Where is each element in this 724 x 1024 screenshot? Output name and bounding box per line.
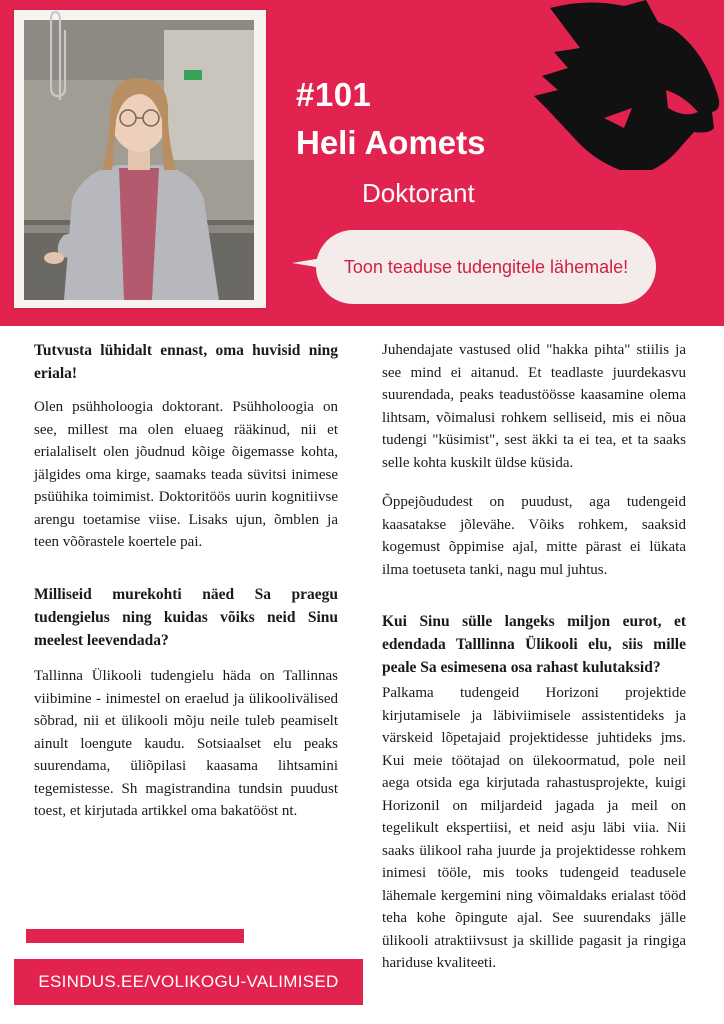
question-1	[34, 339, 338, 385]
answer-2-text: Tallinna Ülikooli tudengielu häda on Tallinnas viibimine - inimestel on eraelud ja ülikoolivälised sõbrad, nii et ülikooli mõju neile tuleb peamiselt ainult loengute kaudu. Sotsiaalset elu peaks suurendama, üliõpilasi kaasama lihtsamini tegemistesse. Sh magistrandina tundsin puudust toest, et kirjutada artikkel oma bakatööst nt.	[34, 668, 338, 819]
answer-2-continued-2-text: Õppejõududest on puudust, aga tudengeid kaasatakse jõlevähe. Võiks rohkem, saaksid kogemust õppimise ajal, mitte pärast ei lükata ilma toetuseta tanki, nagu mul juhtus.	[382, 494, 686, 578]
answer-2	[34, 665, 338, 823]
candidate-name: Heli Aomets	[296, 124, 486, 161]
slogan-text: Toon teaduse tudengitele lähemale!	[343, 256, 629, 277]
question-1-heading: Tutvusta lühidalt ennast, oma huvisid ning eriala!	[34, 342, 338, 382]
photo-frame	[14, 10, 266, 308]
website-link-button[interactable]: ESINDUS.EE/VOLIKOGU-VALIMISED	[14, 959, 363, 1005]
header-banner	[0, 0, 724, 326]
candidate-number: #101	[296, 76, 372, 113]
question-3-heading: Kui Sinu sülle langeks miljon eurot, et edendada Talllinna Ülikooli elu, siis mille peale Sa esimesena osa rahast kulutaksid?	[382, 613, 686, 676]
question-2-heading: Milliseid murekohti näed Sa praegu tudengielus ning kuidas võiks neid Sinu meelest leevendada?	[34, 586, 338, 649]
answer-2-continued	[382, 339, 686, 474]
fox-logo-icon	[528, 0, 724, 200]
candidate-role: Doktorant	[362, 178, 475, 208]
answer-1	[34, 396, 338, 554]
answer-1-text: Olen psühholoogia doktorant. Psühholoogia on see, millest ma olen eluaeg rääkinud, nii et erialaliselt olen jõudnud kõige õigemasse kohta, jälgides oma kirge, saamaks teada süvitsi inimese psüühika toimimist. Doktoritöös uurin kognitiivse arengu toetamise viise. Lisaks ujun, õmblen ja teen võõrastele koertele pai.	[34, 399, 338, 550]
question-3	[382, 610, 686, 679]
answer-3	[382, 682, 686, 975]
answer-2-continued-text: Juhendajate vastused olid "hakka pihta" stiilis ja see mind ei aitanud. Et teadlaste juurdekasvu suurendada, peaks teadustöösse kaasamine olema lihtsam, võimalusi rohkem selliseid, mis ei nõua tudengi "küsimist", sest äkki ta ei tea, et ta saaks selle kohta kuskilt üldse küsida.	[382, 342, 686, 471]
answer-3-text: Palkama tudengeid Horizoni projektide kirjutamisele ja läbiviimisele assistentideks ja värskeid lõpetajaid projektidesse juhtideks jms. Kui meie töötajad on ülekoormatud, pole neil aega otsida ega kirjutada rahastusprojekte, kuigi Horizonil on miljardeid jagada ja meil on tegelikult ekspertiisi, et neid asju läbi viia. Nii saaks ülikool raha juurde ja projektidesse rohkem inimesi tööle, mis tooks tudengeid teadusele lähemale kergemini ning võimaldaks erialast tööd teha kohe õpingute ajal. See suurendaks jälle ülikooli atraktiivsust ja skillide pagasit ja ringiga hariduse kvaliteeti.	[382, 685, 686, 971]
answer-2-continued-2	[382, 491, 686, 581]
paperclip-icon	[50, 10, 70, 102]
decorative-bar	[26, 929, 244, 943]
question-2	[34, 583, 338, 652]
